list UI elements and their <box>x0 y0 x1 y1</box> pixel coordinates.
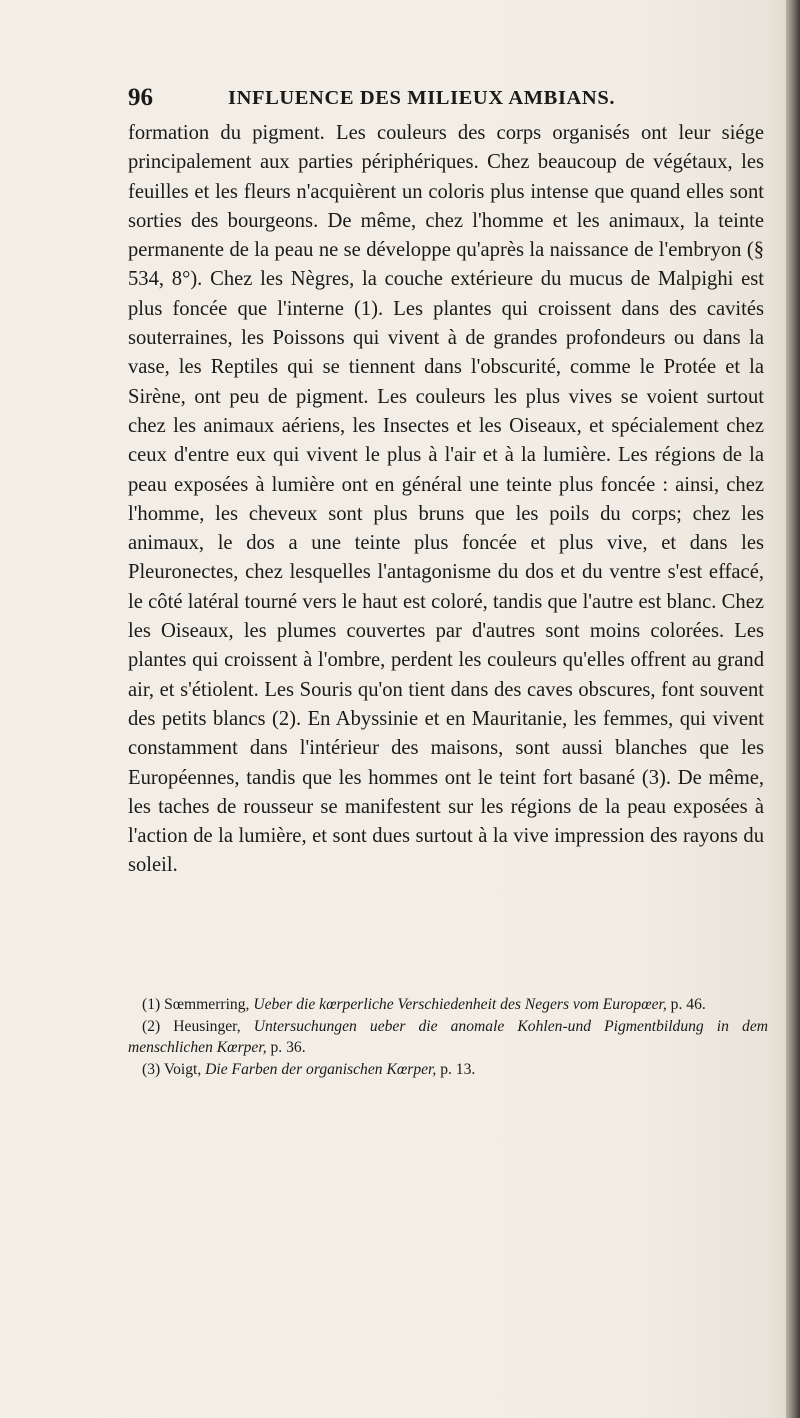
footnotes <box>128 994 768 1080</box>
page-number: 96 <box>128 84 153 111</box>
footnote-author: Voigt, <box>163 1060 202 1078</box>
footnote-ref: p. 36. <box>270 1039 306 1056</box>
footnote-title: Ueber die kœrperliche Verschiedenheit des Negers vom Europœer, <box>253 996 667 1013</box>
footnote-number: (1) <box>142 996 161 1013</box>
footnote-author: Sœmmerring, <box>164 996 250 1013</box>
footnote-number: (2) <box>142 1017 161 1035</box>
footnote-number: (3) <box>142 1060 161 1078</box>
page-edge-shadow <box>786 0 800 1418</box>
body-text <box>128 119 764 881</box>
footnote-author: Heusinger, <box>173 1017 241 1035</box>
running-title: INFLUENCE DES MILIEUX AMBIANS. <box>228 87 616 109</box>
footnote-2 <box>128 1016 768 1059</box>
body-paragraph: formation du pigment. Les couleurs des corps organisés ont leur siége principalement aux parties périphériques. Chez beaucoup de végétaux, les feuilles et les fleurs n'acquièrent un coloris plus intense que quand elles sont sorties des bourgeons. De même, chez l'homme et les animaux, la teinte permanente de la peau ne se développe qu'après la naissance de l'embryon (§ 534, 8°). Chez les Nègres, la couche extérieure du mucus de Malpighi est plus foncée que l'interne (1). Les plantes qui croissent dans des cavités souterraines, les Poissons qui vivent à de grandes profondeurs ou dans la vase, les Reptiles qui se tiennent dans l'obscurité, comme le Protée et la Sirène, ont peu de pigment. Les couleurs les plus vives se voient surtout chez les animaux aériens, les Insectes et les Oiseaux, et spécialement chez ceux d'entre eux qui vivent le plus à l'air et à la lumière. Les régions de la peau exposées à lumière ont en général une teinte plus foncée : ainsi, chez l'homme, les cheveux sont plus bruns que les poils du corps; chez les animaux, le dos a une teinte plus foncée et plus vive, et dans les Pleuronectes, chez lesquelles l'antagonisme du dos et du ventre s'est effacé, le côté latéral tourné vers le haut est coloré, tandis que l'autre est blanc. Chez les Oiseaux, les plumes couvertes par d'autres sont moins colorées. Les plantes qui croissent à l'ombre, perdent les couleurs qu'elles offrent au grand air, et s'étiolent. Les Souris qu'on tient dans des caves obscures, font souvent des petits blancs (2). En Abyssinie et en Mauritanie, les femmes, qui vivent constamment dans l'intérieur des maisons, sont aussi blanches que les Européennes, tandis que les hommes ont le teint fort basané (3). De même, les taches de rousseur se manifestent sur les régions de la peau exposées à l'action de la lumière, et sont dues surtout à la vive impression des rayons du soleil. <box>128 122 764 877</box>
page-header <box>128 84 768 124</box>
footnote-ref: p. 46. <box>670 996 706 1013</box>
footnote-title: Die Farben der organischen Kœrper, <box>205 1060 437 1078</box>
footnote-3 <box>128 1059 768 1081</box>
footnote-title: Untersuchungen ueber die anomale Kohlen-und Pigmentbildung in dem menschlichen Kœrper, <box>128 1017 768 1056</box>
footnote-ref: p. 13. <box>440 1060 476 1078</box>
footnote-1 <box>128 994 768 1016</box>
